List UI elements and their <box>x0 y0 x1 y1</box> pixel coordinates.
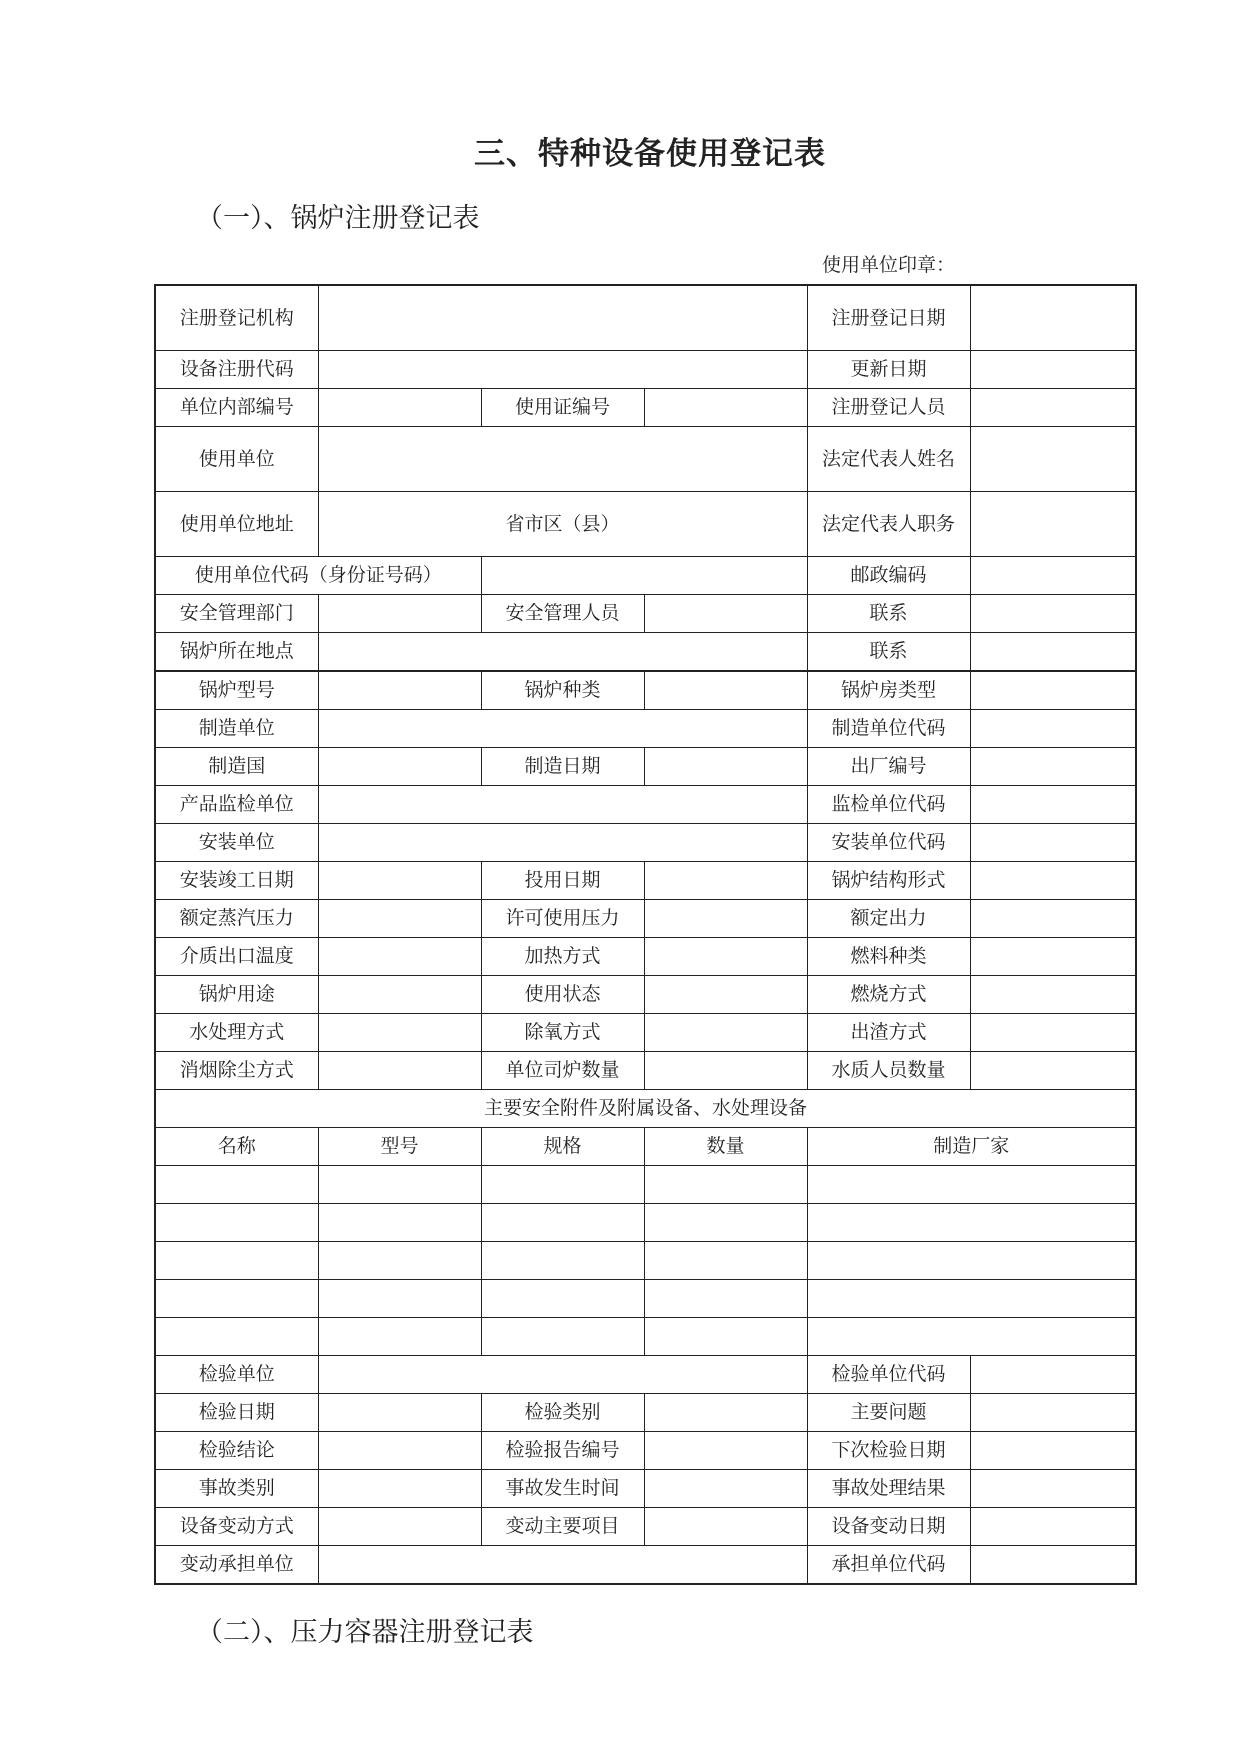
label-cell: 设备变动日期 <box>807 1508 970 1546</box>
maker-cell[interactable] <box>807 1280 1136 1318</box>
label-cell: 更新日期 <box>807 351 970 389</box>
spec-cell[interactable] <box>481 1280 644 1318</box>
seal-label: 使用单位印章： <box>822 254 956 276</box>
name-cell[interactable] <box>155 1204 318 1242</box>
label-cell: 下次检验日期 <box>807 1432 970 1470</box>
label-cell: 额定出力 <box>807 900 970 938</box>
change-unit-field[interactable] <box>318 1546 807 1585</box>
bearer-code-field[interactable] <box>970 1546 1136 1585</box>
label-cell: 主要问题 <box>807 1394 970 1432</box>
label-cell: 联系 <box>807 595 970 633</box>
install-done-date-field[interactable] <box>318 862 481 900</box>
model-cell[interactable] <box>318 1280 481 1318</box>
boiler-structure-field[interactable] <box>970 862 1136 900</box>
install-unit-code-field[interactable] <box>970 824 1136 862</box>
user-code-field[interactable] <box>481 557 807 595</box>
heating-method-field[interactable] <box>644 938 807 976</box>
inspect-conclusion-field[interactable] <box>318 1432 481 1470</box>
burn-method-field[interactable] <box>970 976 1136 1014</box>
safety-person-field[interactable] <box>644 595 807 633</box>
label-cell: 联系 <box>807 633 970 672</box>
label-cell: 出渣方式 <box>807 1014 970 1052</box>
inspect-date-field[interactable] <box>318 1394 481 1432</box>
boiler-kind-field[interactable] <box>644 671 807 710</box>
label-cell: 监检单位代码 <box>807 786 970 824</box>
accessory-row <box>155 1204 1136 1242</box>
label-cell: 制造单位代码 <box>807 710 970 748</box>
label-cell: 制造国 <box>155 748 318 786</box>
boiler-room-type-field[interactable] <box>970 671 1136 710</box>
label-cell: 使用单位地址 <box>155 492 318 557</box>
legal-rep-title-field[interactable] <box>970 492 1136 557</box>
label-cell: 许可使用压力 <box>481 900 644 938</box>
boiler-use-field[interactable] <box>318 976 481 1014</box>
maker-cell[interactable] <box>807 1242 1136 1280</box>
safety-dept-field[interactable] <box>318 595 481 633</box>
page-title: 三、特种设备使用登记表 <box>474 136 826 172</box>
model-cell[interactable] <box>318 1242 481 1280</box>
qty-cell[interactable] <box>644 1204 807 1242</box>
boiler-model-field[interactable] <box>318 671 481 710</box>
rated-output-field[interactable] <box>970 900 1136 938</box>
column-header: 制造厂家 <box>807 1128 1136 1166</box>
label-cell: 使用单位代码（身份证号码） <box>155 557 481 595</box>
column-header: 名称 <box>155 1128 318 1166</box>
label-cell: 制造日期 <box>481 748 644 786</box>
label-cell: 使用状态 <box>481 976 644 1014</box>
label-cell: 投用日期 <box>481 862 644 900</box>
label-cell: 注册登记机构 <box>155 285 318 351</box>
label-cell: 检验单位代码 <box>807 1356 970 1394</box>
section-heading-pressure-vessel: （二）、压力容器注册登记表 <box>196 1617 534 1648</box>
label-cell: 安装单位 <box>155 824 318 862</box>
boiler-registration-table <box>154 284 1137 1585</box>
change-item-field[interactable] <box>644 1508 807 1546</box>
device-code-field[interactable] <box>318 351 807 389</box>
label-cell: 介质出口温度 <box>155 938 318 976</box>
label-cell: 检验单位 <box>155 1356 318 1394</box>
inspect-unit-field[interactable] <box>318 1356 807 1394</box>
label-cell: 锅炉型号 <box>155 671 318 710</box>
accident-result-field[interactable] <box>970 1470 1136 1508</box>
label-cell: 变动主要项目 <box>481 1508 644 1546</box>
next-inspect-field[interactable] <box>970 1432 1136 1470</box>
use-status-field[interactable] <box>644 976 807 1014</box>
reg-org-field[interactable] <box>318 285 807 351</box>
reg-date-field[interactable] <box>970 285 1136 351</box>
label-cell: 事故发生时间 <box>481 1470 644 1508</box>
water-staff-count-field[interactable] <box>970 1052 1136 1090</box>
label-cell: 法定代表人姓名 <box>807 427 970 492</box>
registrar-field[interactable] <box>970 389 1136 427</box>
model-cell[interactable] <box>318 1166 481 1204</box>
label-cell: 检验日期 <box>155 1394 318 1432</box>
contact-field[interactable] <box>970 595 1136 633</box>
accident-type-field[interactable] <box>318 1470 481 1508</box>
service-date-field[interactable] <box>644 862 807 900</box>
user-address-field[interactable]: 省市区（县） <box>318 492 807 557</box>
water-treat-field[interactable] <box>318 1014 481 1052</box>
label-cell: 额定蒸汽压力 <box>155 900 318 938</box>
factory-no-field[interactable] <box>970 748 1136 786</box>
label-cell: 出厂编号 <box>807 748 970 786</box>
manufacturer-code-field[interactable] <box>970 710 1136 748</box>
label-cell: 安全管理人员 <box>481 595 644 633</box>
accessory-row <box>155 1318 1136 1356</box>
label-cell: 消烟除尘方式 <box>155 1052 318 1090</box>
outlet-temp-field[interactable] <box>318 938 481 976</box>
report-no-field[interactable] <box>644 1432 807 1470</box>
label-cell: 事故处理结果 <box>807 1470 970 1508</box>
name-cell[interactable] <box>155 1280 318 1318</box>
made-country-field[interactable] <box>318 748 481 786</box>
accessory-row <box>155 1166 1136 1204</box>
install-unit-field[interactable] <box>318 824 807 862</box>
label-cell: 锅炉结构形式 <box>807 862 970 900</box>
label-cell: 使用单位 <box>155 427 318 492</box>
name-cell[interactable] <box>155 1166 318 1204</box>
label-cell: 变动承担单位 <box>155 1546 318 1585</box>
label-cell: 燃料种类 <box>807 938 970 976</box>
label-cell: 锅炉种类 <box>481 671 644 710</box>
column-header: 型号 <box>318 1128 481 1166</box>
accessory-row <box>155 1242 1136 1280</box>
label-cell: 检验结论 <box>155 1432 318 1470</box>
qty-cell[interactable] <box>644 1242 807 1280</box>
label-cell: 除氧方式 <box>481 1014 644 1052</box>
label-cell: 锅炉房类型 <box>807 671 970 710</box>
label-cell: 单位内部编号 <box>155 389 318 427</box>
accessories-heading: 主要安全附件及附属设备、水处理设备 <box>155 1090 1136 1128</box>
label-cell: 使用证编号 <box>481 389 644 427</box>
maker-cell[interactable] <box>807 1204 1136 1242</box>
accessory-row <box>155 1280 1136 1318</box>
label-cell: 安装竣工日期 <box>155 862 318 900</box>
label-cell: 锅炉用途 <box>155 976 318 1014</box>
inspect-type-field[interactable] <box>644 1394 807 1432</box>
accident-time-field[interactable] <box>644 1470 807 1508</box>
label-cell: 单位司炉数量 <box>481 1052 644 1090</box>
change-method-field[interactable] <box>318 1508 481 1546</box>
maker-cell[interactable] <box>807 1318 1136 1356</box>
product-inspect-field[interactable] <box>318 786 807 824</box>
label-cell: 产品监检单位 <box>155 786 318 824</box>
inspect-unit-code2-field[interactable] <box>970 1356 1136 1394</box>
spec-cell[interactable] <box>481 1242 644 1280</box>
section-heading-boiler: （一）、锅炉注册登记表 <box>196 203 480 234</box>
model-cell[interactable] <box>318 1318 481 1356</box>
contact-field[interactable] <box>970 633 1136 672</box>
label-cell: 注册登记日期 <box>807 285 970 351</box>
dust-removal-field[interactable] <box>318 1052 481 1090</box>
label-cell: 检验报告编号 <box>481 1432 644 1470</box>
deoxy-method-field[interactable] <box>644 1014 807 1052</box>
label-cell: 加热方式 <box>481 938 644 976</box>
user-unit-field[interactable] <box>318 427 807 492</box>
postcode-field[interactable] <box>970 557 1136 595</box>
label-cell: 水质人员数量 <box>807 1052 970 1090</box>
model-cell[interactable] <box>318 1204 481 1242</box>
qty-cell[interactable] <box>644 1318 807 1356</box>
inspect-unit-code-field[interactable] <box>970 786 1136 824</box>
label-cell: 事故类别 <box>155 1470 318 1508</box>
name-cell[interactable] <box>155 1242 318 1280</box>
maker-cell[interactable] <box>807 1166 1136 1204</box>
label-cell: 安全管理部门 <box>155 595 318 633</box>
manufacturer-field[interactable] <box>318 710 807 748</box>
label-cell: 锅炉所在地点 <box>155 633 318 672</box>
label-cell: 检验类别 <box>481 1394 644 1432</box>
internal-no-field[interactable] <box>318 389 481 427</box>
label-cell: 邮政编码 <box>807 557 970 595</box>
change-date-field[interactable] <box>970 1508 1136 1546</box>
column-header: 数量 <box>644 1128 807 1166</box>
slag-method-field[interactable] <box>970 1014 1136 1052</box>
cert-no-field[interactable] <box>644 389 807 427</box>
qty-cell[interactable] <box>644 1280 807 1318</box>
label-cell: 燃烧方式 <box>807 976 970 1014</box>
name-cell[interactable] <box>155 1318 318 1356</box>
allowed-pressure-field[interactable] <box>644 900 807 938</box>
label-cell: 安装单位代码 <box>807 824 970 862</box>
boiler-location-field[interactable] <box>318 633 807 672</box>
spec-cell[interactable] <box>481 1166 644 1204</box>
fuel-type-field[interactable] <box>970 938 1136 976</box>
label-cell: 设备注册代码 <box>155 351 318 389</box>
operator-count-field[interactable] <box>644 1052 807 1090</box>
spec-cell[interactable] <box>481 1204 644 1242</box>
label-cell: 法定代表人职务 <box>807 492 970 557</box>
main-issue-field[interactable] <box>970 1394 1136 1432</box>
column-header: 规格 <box>481 1128 644 1166</box>
label-cell: 水处理方式 <box>155 1014 318 1052</box>
legal-rep-name-field[interactable] <box>970 427 1136 492</box>
label-cell: 承担单位代码 <box>807 1546 970 1585</box>
label-cell: 设备变动方式 <box>155 1508 318 1546</box>
label-cell: 制造单位 <box>155 710 318 748</box>
update-date-field[interactable] <box>970 351 1136 389</box>
spec-cell[interactable] <box>481 1318 644 1356</box>
made-date-field[interactable] <box>644 748 807 786</box>
label-cell: 注册登记人员 <box>807 389 970 427</box>
rated-pressure-field[interactable] <box>318 900 481 938</box>
qty-cell[interactable] <box>644 1166 807 1204</box>
